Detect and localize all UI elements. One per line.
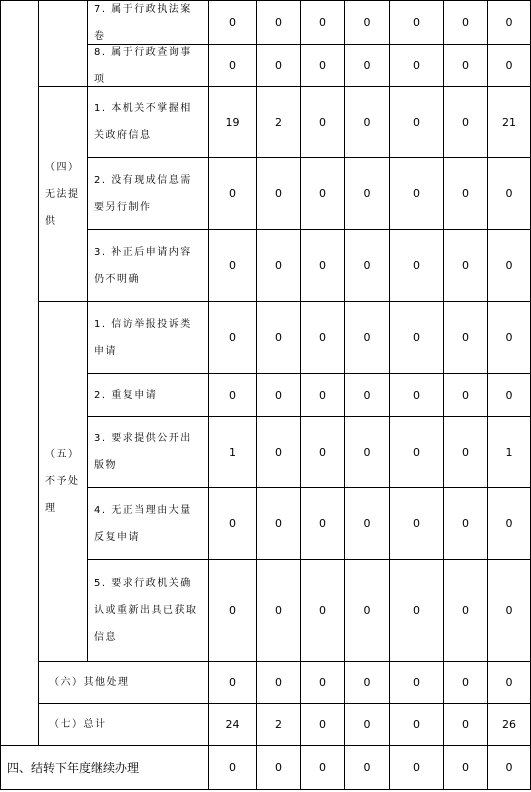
value-cell: 0 (505, 388, 513, 402)
value-cell: 2 (275, 718, 282, 731)
value-cell: 0 (275, 259, 282, 272)
value-cell: 0 (462, 445, 469, 459)
value-cell: 0 (229, 517, 236, 530)
value-cell: 0 (413, 59, 420, 72)
value-cell: 0 (413, 718, 420, 731)
value-cell: 0 (363, 115, 371, 129)
value-cell: 0 (229, 388, 236, 402)
value-cell: 24 (225, 718, 240, 731)
value-cell: 0 (363, 259, 371, 272)
value-cell: 0 (413, 115, 420, 129)
row-label: 4. 无正当理由大量反复申请 (94, 504, 192, 543)
row-label: 3. 补正后申请内容仍不明确 (94, 246, 192, 285)
row-label: 1. 本机关不掌握相关政府信息 (94, 103, 192, 141)
value-cell: 0 (462, 718, 469, 731)
value-cell: 0 (229, 604, 236, 617)
row-label: 3. 要求提供公开出版物 (94, 433, 192, 471)
value-cell: 0 (363, 388, 371, 402)
value-cell: 0 (229, 331, 236, 344)
group-label-not-processed (39, 302, 87, 661)
row-label: 四、结转下年度继续办理 (7, 761, 140, 775)
value-cell: 0 (505, 59, 513, 72)
value-cell: 0 (319, 187, 326, 200)
value-cell: 0 (413, 187, 420, 200)
value-cell: 0 (275, 445, 282, 459)
value-cell: 0 (505, 604, 513, 617)
value-cell: 0 (319, 16, 326, 29)
value-cell: 0 (275, 517, 282, 530)
value-cell: 0 (229, 187, 236, 200)
value-cell: 0 (462, 388, 469, 402)
value-cell: 0 (275, 16, 282, 29)
value-cell: 0 (363, 59, 371, 72)
value-cell: 0 (505, 259, 513, 272)
value-cell: 0 (229, 16, 236, 29)
value-cell: 0 (462, 16, 469, 29)
value-cell: 0 (275, 604, 282, 617)
value-cell: 0 (363, 16, 371, 29)
value-cell: 0 (229, 761, 236, 774)
value-cell: 0 (319, 676, 326, 689)
value-cell: 0 (363, 445, 371, 459)
value-cell: 0 (275, 187, 282, 200)
value-cell: 2 (275, 115, 282, 129)
value-cell: 0 (462, 187, 469, 200)
row-label: （七）总计 (49, 719, 107, 730)
value-cell: 0 (319, 718, 326, 731)
value-cell: 0 (275, 761, 282, 774)
value-cell: 0 (319, 761, 326, 774)
value-cell: 19 (225, 115, 240, 129)
value-cell: 0 (319, 259, 326, 272)
row-label: 8. 属于行政查询事项 (94, 46, 192, 85)
value-cell: 0 (363, 517, 371, 530)
value-cell: 0 (413, 761, 420, 774)
row-label: 1. 信访举报投诉类申请 (94, 318, 192, 357)
value-cell: 0 (505, 676, 513, 689)
value-cell: 0 (505, 331, 513, 344)
row-label: （六）其他处理 (49, 677, 130, 688)
value-cell: 0 (275, 676, 282, 689)
value-cell: 21 (502, 115, 516, 129)
row-label: 2. 重复申请 (94, 389, 158, 401)
value-cell: 0 (363, 676, 371, 689)
row-label: 7. 属于行政执法案卷 (94, 3, 192, 42)
value-cell: 0 (462, 259, 469, 272)
value-cell: 0 (413, 676, 420, 689)
value-cell: 0 (462, 604, 469, 617)
value-cell: 0 (319, 604, 326, 617)
value-cell: 0 (275, 59, 282, 72)
value-cell: 0 (319, 388, 326, 402)
value-cell: 0 (505, 761, 513, 774)
group-label-unable-to-provide (39, 87, 87, 301)
group-label-text: （四）无法提供 (45, 161, 80, 227)
value-cell: 0 (363, 187, 371, 200)
value-cell: 0 (462, 115, 469, 129)
value-cell: 0 (275, 388, 282, 402)
value-cell: 0 (319, 59, 326, 72)
value-cell: 0 (462, 331, 469, 344)
row-label: 2. 没有现成信息需要另行制作 (94, 174, 192, 213)
value-cell: 0 (413, 388, 420, 402)
value-cell: 0 (462, 676, 469, 689)
value-cell: 0 (229, 676, 236, 689)
value-cell: 0 (275, 331, 282, 344)
value-cell: 0 (229, 59, 236, 72)
value-cell: 0 (363, 604, 371, 617)
value-cell: 1 (505, 445, 513, 459)
value-cell: 0 (462, 761, 469, 774)
value-cell: 0 (505, 517, 513, 530)
value-cell: 0 (413, 517, 420, 530)
value-cell: 0 (413, 331, 420, 344)
value-cell: 0 (319, 115, 326, 129)
value-cell: 0 (505, 187, 513, 200)
value-cell: 0 (462, 59, 469, 72)
value-cell: 0 (413, 604, 420, 617)
value-cell: 0 (319, 517, 326, 530)
value-cell: 1 (229, 445, 236, 459)
value-cell: 0 (319, 331, 326, 344)
value-cell: 0 (229, 259, 236, 272)
row-label: 5. 要求行政机关确认或重新出具已获取信息 (94, 578, 198, 643)
value-cell: 26 (502, 718, 516, 731)
value-cell: 0 (413, 259, 420, 272)
value-cell: 0 (462, 517, 469, 530)
value-cell: 0 (363, 761, 371, 774)
value-cell: 0 (413, 16, 420, 29)
value-cell: 0 (413, 445, 420, 459)
value-cell: 0 (363, 331, 371, 344)
group-label-text: （五）不予处理 (45, 449, 80, 514)
value-cell: 0 (505, 16, 513, 29)
value-cell: 0 (363, 718, 371, 731)
value-cell: 0 (319, 445, 326, 459)
